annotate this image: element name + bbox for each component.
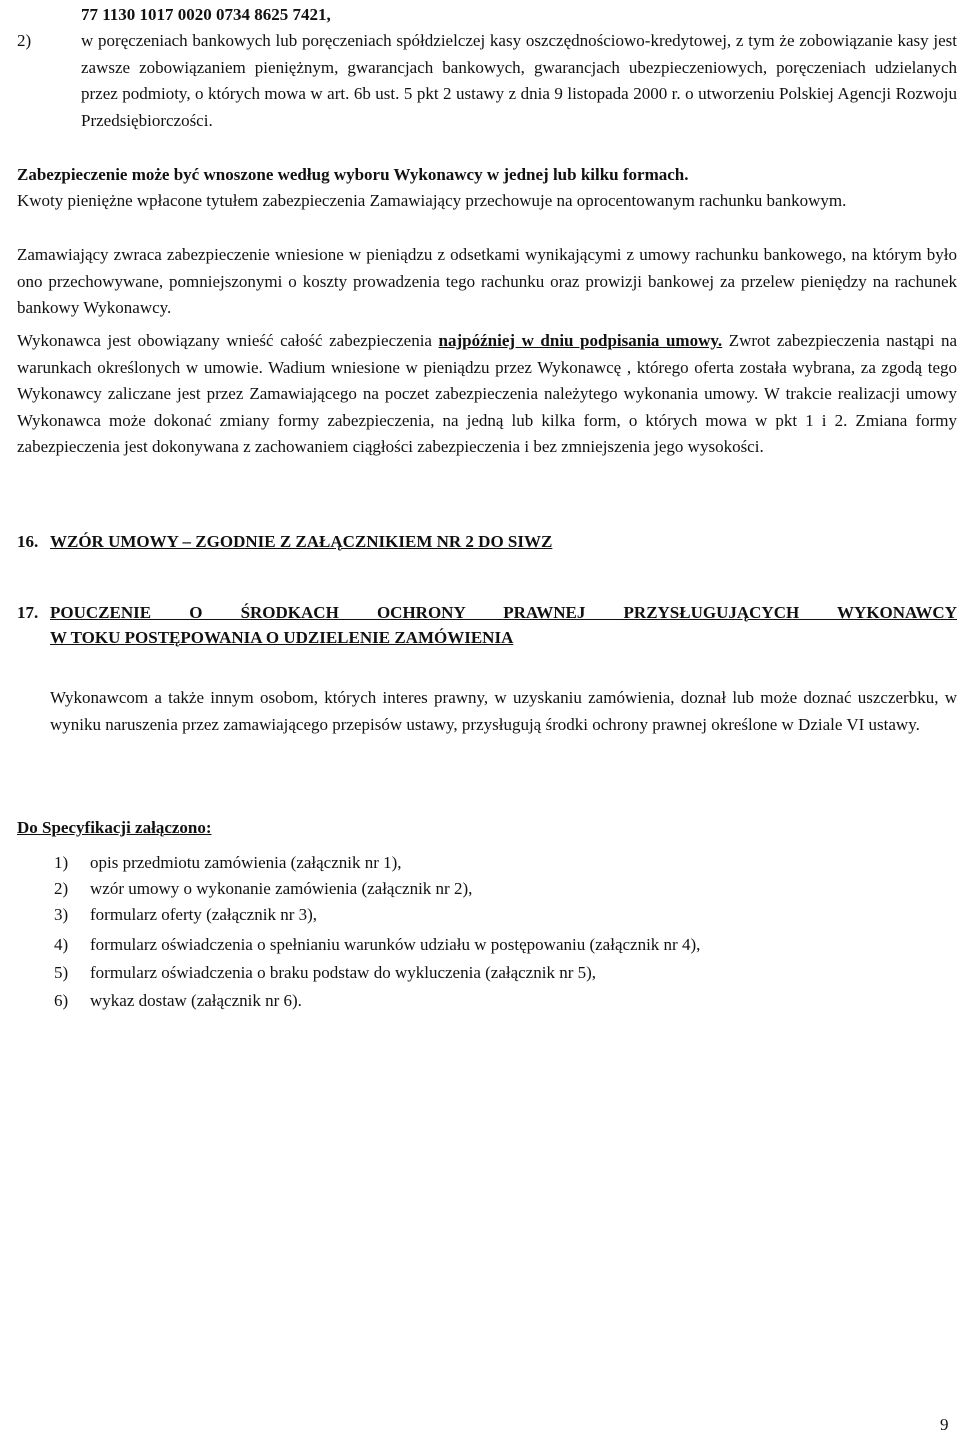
- submission-deadline-emphasis: najpóźniej w dniu podpisania umowy.: [438, 331, 723, 350]
- attachments-heading: Do Specyfikacji załączono:: [17, 818, 212, 837]
- item2-guarantee-forms: w poręczeniach bankowych lub poręczeniach spółdzielczej kasy oszczędnościowo-kredytowej, z tym że zobowiązanie kasy jest zawsze zobowiązaniem pieniężnym, gwarancjach bankowych, gwarancjach ubezpieczeniowych, poręczeniach udzielanych przez podmioty, o których mowa w art. 6b ust. 5 pkt 2 ustawy z dnia 9 listopada 2000 r. o utworzeniu Polskiej Agencji Rozwoju Przedsiębiorczości.: [81, 31, 957, 130]
- section-16-number: 16.: [17, 532, 39, 551]
- attachment-number: 2): [54, 879, 69, 898]
- attachment-number: 5): [54, 963, 69, 982]
- page-number: 9: [940, 1415, 949, 1434]
- attachment-text: wykaz dostaw (załącznik nr 6).: [90, 991, 302, 1010]
- attachment-text: wzór umowy o wykonanie zamówienia (załącznik nr 2),: [90, 879, 473, 898]
- section-16-title: WZÓR UMOWY – ZGODNIE Z ZAŁĄCZNIKIEM NR 2 DO SIWZ: [50, 532, 553, 551]
- paragraph-security-submission: [17, 328, 957, 461]
- section-17-number: 17.: [17, 603, 39, 622]
- attachment-number: 1): [54, 853, 69, 872]
- section-17-title-line2: W TOKU POSTĘPOWANIA O UDZIELENIE ZAMÓWIENIA: [50, 628, 514, 647]
- legal-remedies-paragraph: Wykonawcom a także innym osobom, których interes prawny, w uzyskaniu zamówienia, doznał lub może doznać uszczerbku, w wyniku naruszenia przez zamawiającego przepisów ustawy, przysługują środki ochrony prawnej określone w Dziale VI ustawy.: [50, 688, 957, 734]
- attachment-text: formularz oświadczenia o braku podstaw do wykluczenia (załącznik nr 5),: [90, 963, 597, 982]
- security-forms-sentence: Zabezpieczenie może być wnoszone według wyboru Wykonawcy w jednej lub kilku formach.: [17, 165, 689, 184]
- attachment-text: opis przedmiotu zamówienia (załącznik nr 1),: [90, 853, 402, 872]
- attachment-number: 3): [54, 905, 69, 924]
- attachment-text: formularz oferty (załącznik nr 3),: [90, 905, 318, 924]
- paragraph-security-return: Zamawiający zwraca zabezpieczenie wniesione w pieniądzu z odsetkami wynikającymi z umowy rachunku bankowego, na którym było ono przechowywane, pomniejszonymi o koszty prowadzenia tego rachunku oraz prowizji bankowej za przelew pieniędzy na rachunek bankowy Wykonawcy.: [17, 245, 957, 317]
- attachment-number: 4): [54, 935, 69, 954]
- section-17-title-line1: POUCZENIE O ŚRODKACH OCHRONY PRAWNEJ PRZYSŁUGUJĄCYCH WYKONAWCY: [50, 603, 957, 622]
- attachment-number: 6): [54, 991, 69, 1010]
- submission-text-after: Zwrot zabezpieczenia nastąpi na warunkach określonych w umowie. Wadium wniesione w pieniądzu przez Wykonawcę , którego oferta została wybrana, za zgodą tego Wykonawcy zaliczane jest przez Zamawiającego na poczet zabezpieczenia należytego wykonania umowy. W trakcie realizacji umowy Wykonawca może dokonać zmiany formy zabezpieczenia, na jedną lub kilka form, o których mowa w pkt 1 i 2. Zmiana formy zabezpieczenia jest dokonywana z zachowaniem ciągłości zabezpieczenia i bez zmniejszenia jego wysokości.: [17, 331, 957, 456]
- list-number-2: 2): [17, 31, 32, 50]
- attachment-text: formularz oświadczenia o spełnianiu warunków udziału w postępowaniu (załącznik nr 4),: [90, 935, 701, 954]
- bank-account-number: 77 1130 1017 0020 0734 8625 7421,: [81, 5, 331, 24]
- submission-text-before: Wykonawca jest obowiązany wnieść całość zabezpieczenia: [17, 331, 439, 350]
- paragraph-deposit-storage: Kwoty pieniężne wpłacone tytułem zabezpieczenia Zamawiający przechowuje na oprocentowanym rachunku bankowym.: [17, 191, 847, 210]
